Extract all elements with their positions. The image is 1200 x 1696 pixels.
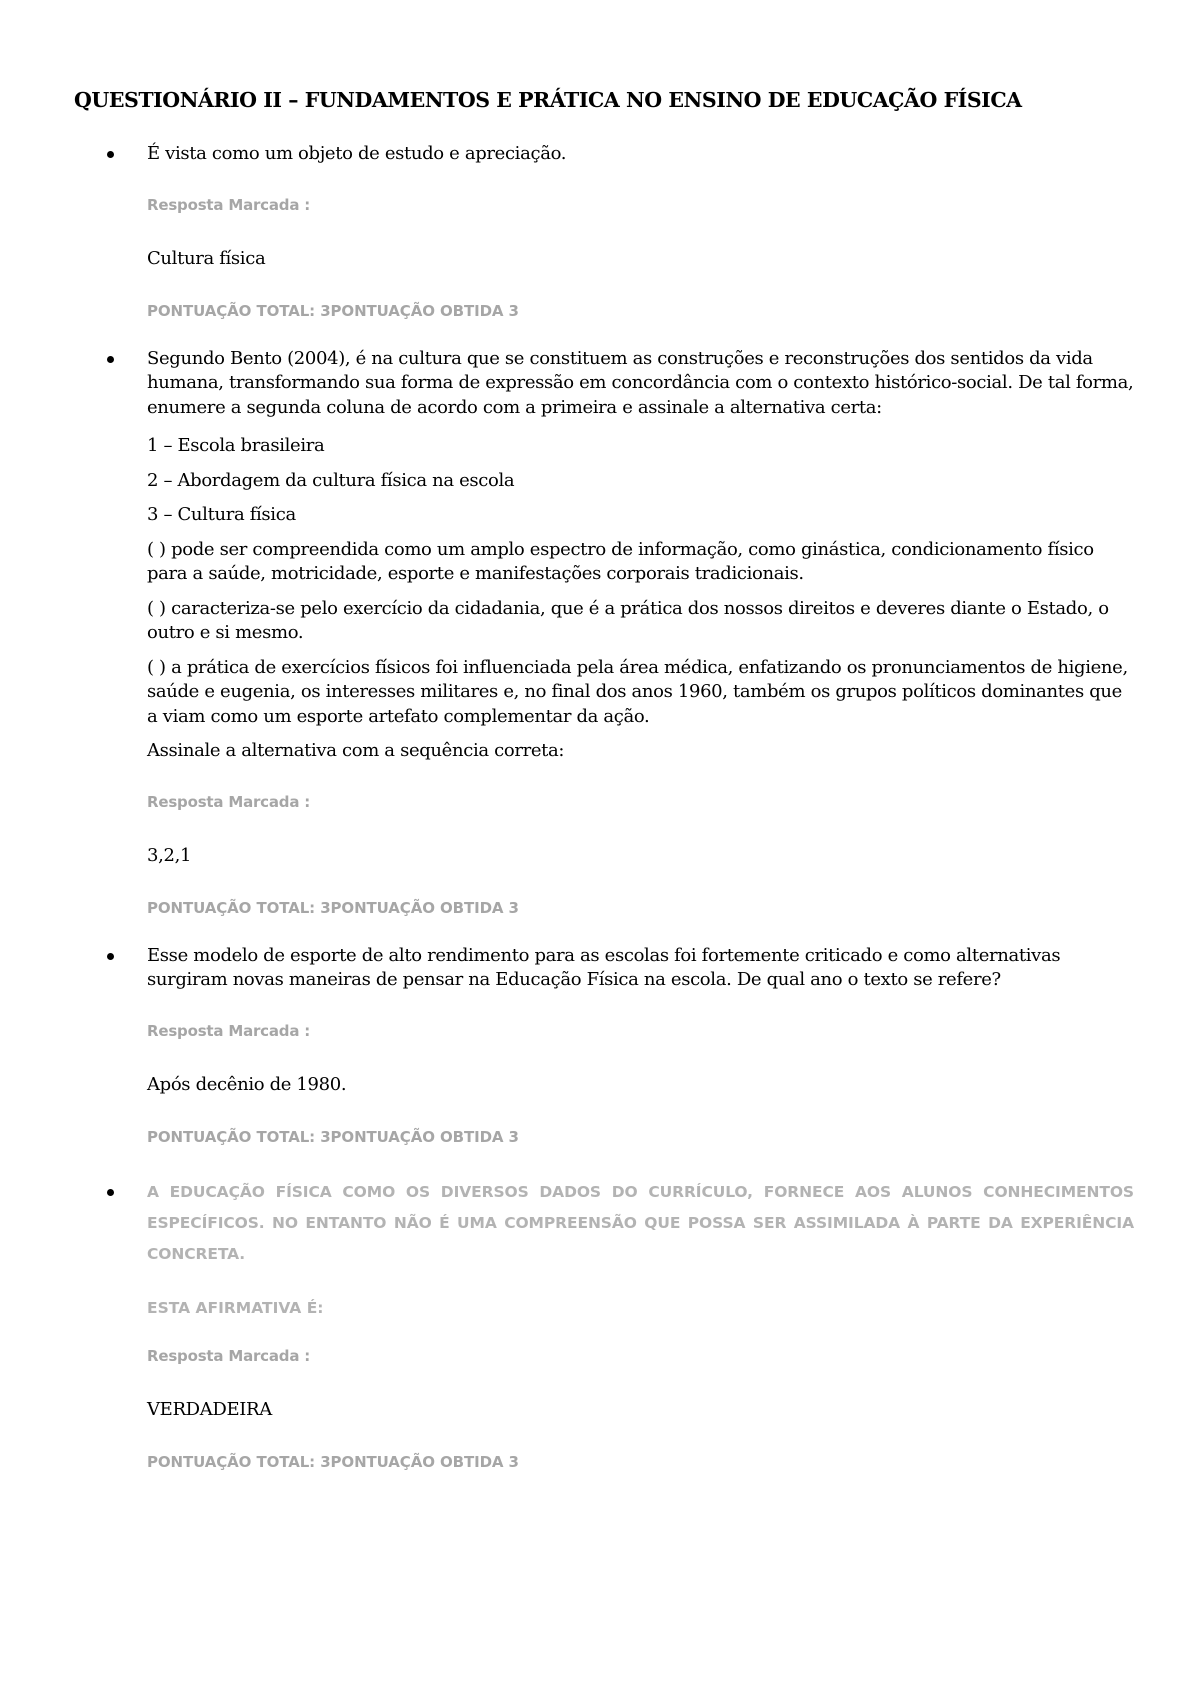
question-3 [74, 944, 1134, 1147]
answer-text: Após decênio de 1980. [147, 1073, 347, 1095]
document-title: QUESTIONÁRIO II – FUNDAMENTOS E PRÁTICA NO ENSINO DE EDUCAÇÃO FÍSICA [74, 88, 1022, 112]
response-label: Resposta Marcada : [147, 1021, 311, 1040]
question-2 [74, 347, 1134, 918]
answer-text: VERDADEIRA [147, 1398, 272, 1420]
score-text: PONTUAÇÃO TOTAL: 3PONTUAÇÃO OBTIDA 3 [147, 301, 519, 320]
question-4 [74, 1177, 1134, 1472]
question-1 [74, 142, 1134, 321]
answer-text: 3,2,1 [147, 844, 192, 866]
bullet-icon [107, 151, 114, 158]
score-text: PONTUAÇÃO TOTAL: 3PONTUAÇÃO OBTIDA 3 [147, 1127, 519, 1146]
response-label: Resposta Marcada : [147, 1346, 311, 1365]
statement-item: ( ) caracteriza-se pelo exercício da cidadania, que é a prática dos nossos direitos e deveres diante o Estado, o outro e si mesmo. [147, 597, 1109, 643]
list-item: 1 – Escola brasileira [147, 435, 325, 456]
response-label: Resposta Marcada : [147, 195, 311, 214]
list-item: 3 – Cultura física [147, 504, 296, 525]
question-text: A EDUCAÇÃO FÍSICA COMO OS DIVERSOS DADOS DO CURRÍCULO, FORNECE AOS ALUNOS CONHECIMENTOS ESPECÍFICOS. NO ENTANTO NÃO É UMA COMPREENSÃO QUE POSSA SER ASSIMILADA À PARTE DA EXPERIÊNCIA CONCRETA. [147, 1182, 1134, 1263]
bullet-icon [107, 356, 114, 363]
answer-text: Cultura física [147, 247, 266, 269]
score-text: PONTUAÇÃO TOTAL: 3PONTUAÇÃO OBTIDA 3 [147, 898, 519, 917]
bullet-icon [107, 1189, 114, 1196]
bullet-icon [107, 953, 114, 960]
question-text: Segundo Bento (2004), é na cultura que se constituem as construções e reconstruções dos sentidos da vida humana, transformando sua forma de expressão em concordância com o contexto histórico-social. De tal forma, enumere a segunda coluna de acordo com a primeira e assinale a alternativa certa: [147, 347, 1134, 418]
question-subtext: ESTA AFIRMATIVA É: [147, 1298, 324, 1317]
statement-item: ( ) pode ser compreendida como um amplo espectro de informação, como ginástica, condicionamento físico para a saúde, motricidade, esporte e manifestações corporais tradicionais. [147, 538, 1094, 584]
instruction-text: Assinale a alternativa com a sequência correta: [147, 740, 565, 761]
question-text: É vista como um objeto de estudo e apreciação. [147, 143, 567, 164]
response-label: Resposta Marcada : [147, 792, 311, 811]
document-page [74, 88, 1134, 1472]
list-item: 2 – Abordagem da cultura física na escola [147, 469, 515, 491]
question-text: Esse modelo de esporte de alto rendimento para as escolas foi fortemente criticado e como alternativas surgiram novas maneiras de pensar na Educação Física na escola. De qual ano o texto se refere? [147, 944, 1061, 990]
statement-item: ( ) a prática de exercícios físicos foi influenciada pela área médica, enfatizando os pronunciamentos de higiene, saúde e eugenia, os interesses militares e, no final dos anos 1960, também os grupos políticos dominantes que a viam como um esporte artefato complementar da ação. [147, 656, 1128, 727]
score-text: PONTUAÇÃO TOTAL: 3PONTUAÇÃO OBTIDA 3 [147, 1452, 519, 1471]
